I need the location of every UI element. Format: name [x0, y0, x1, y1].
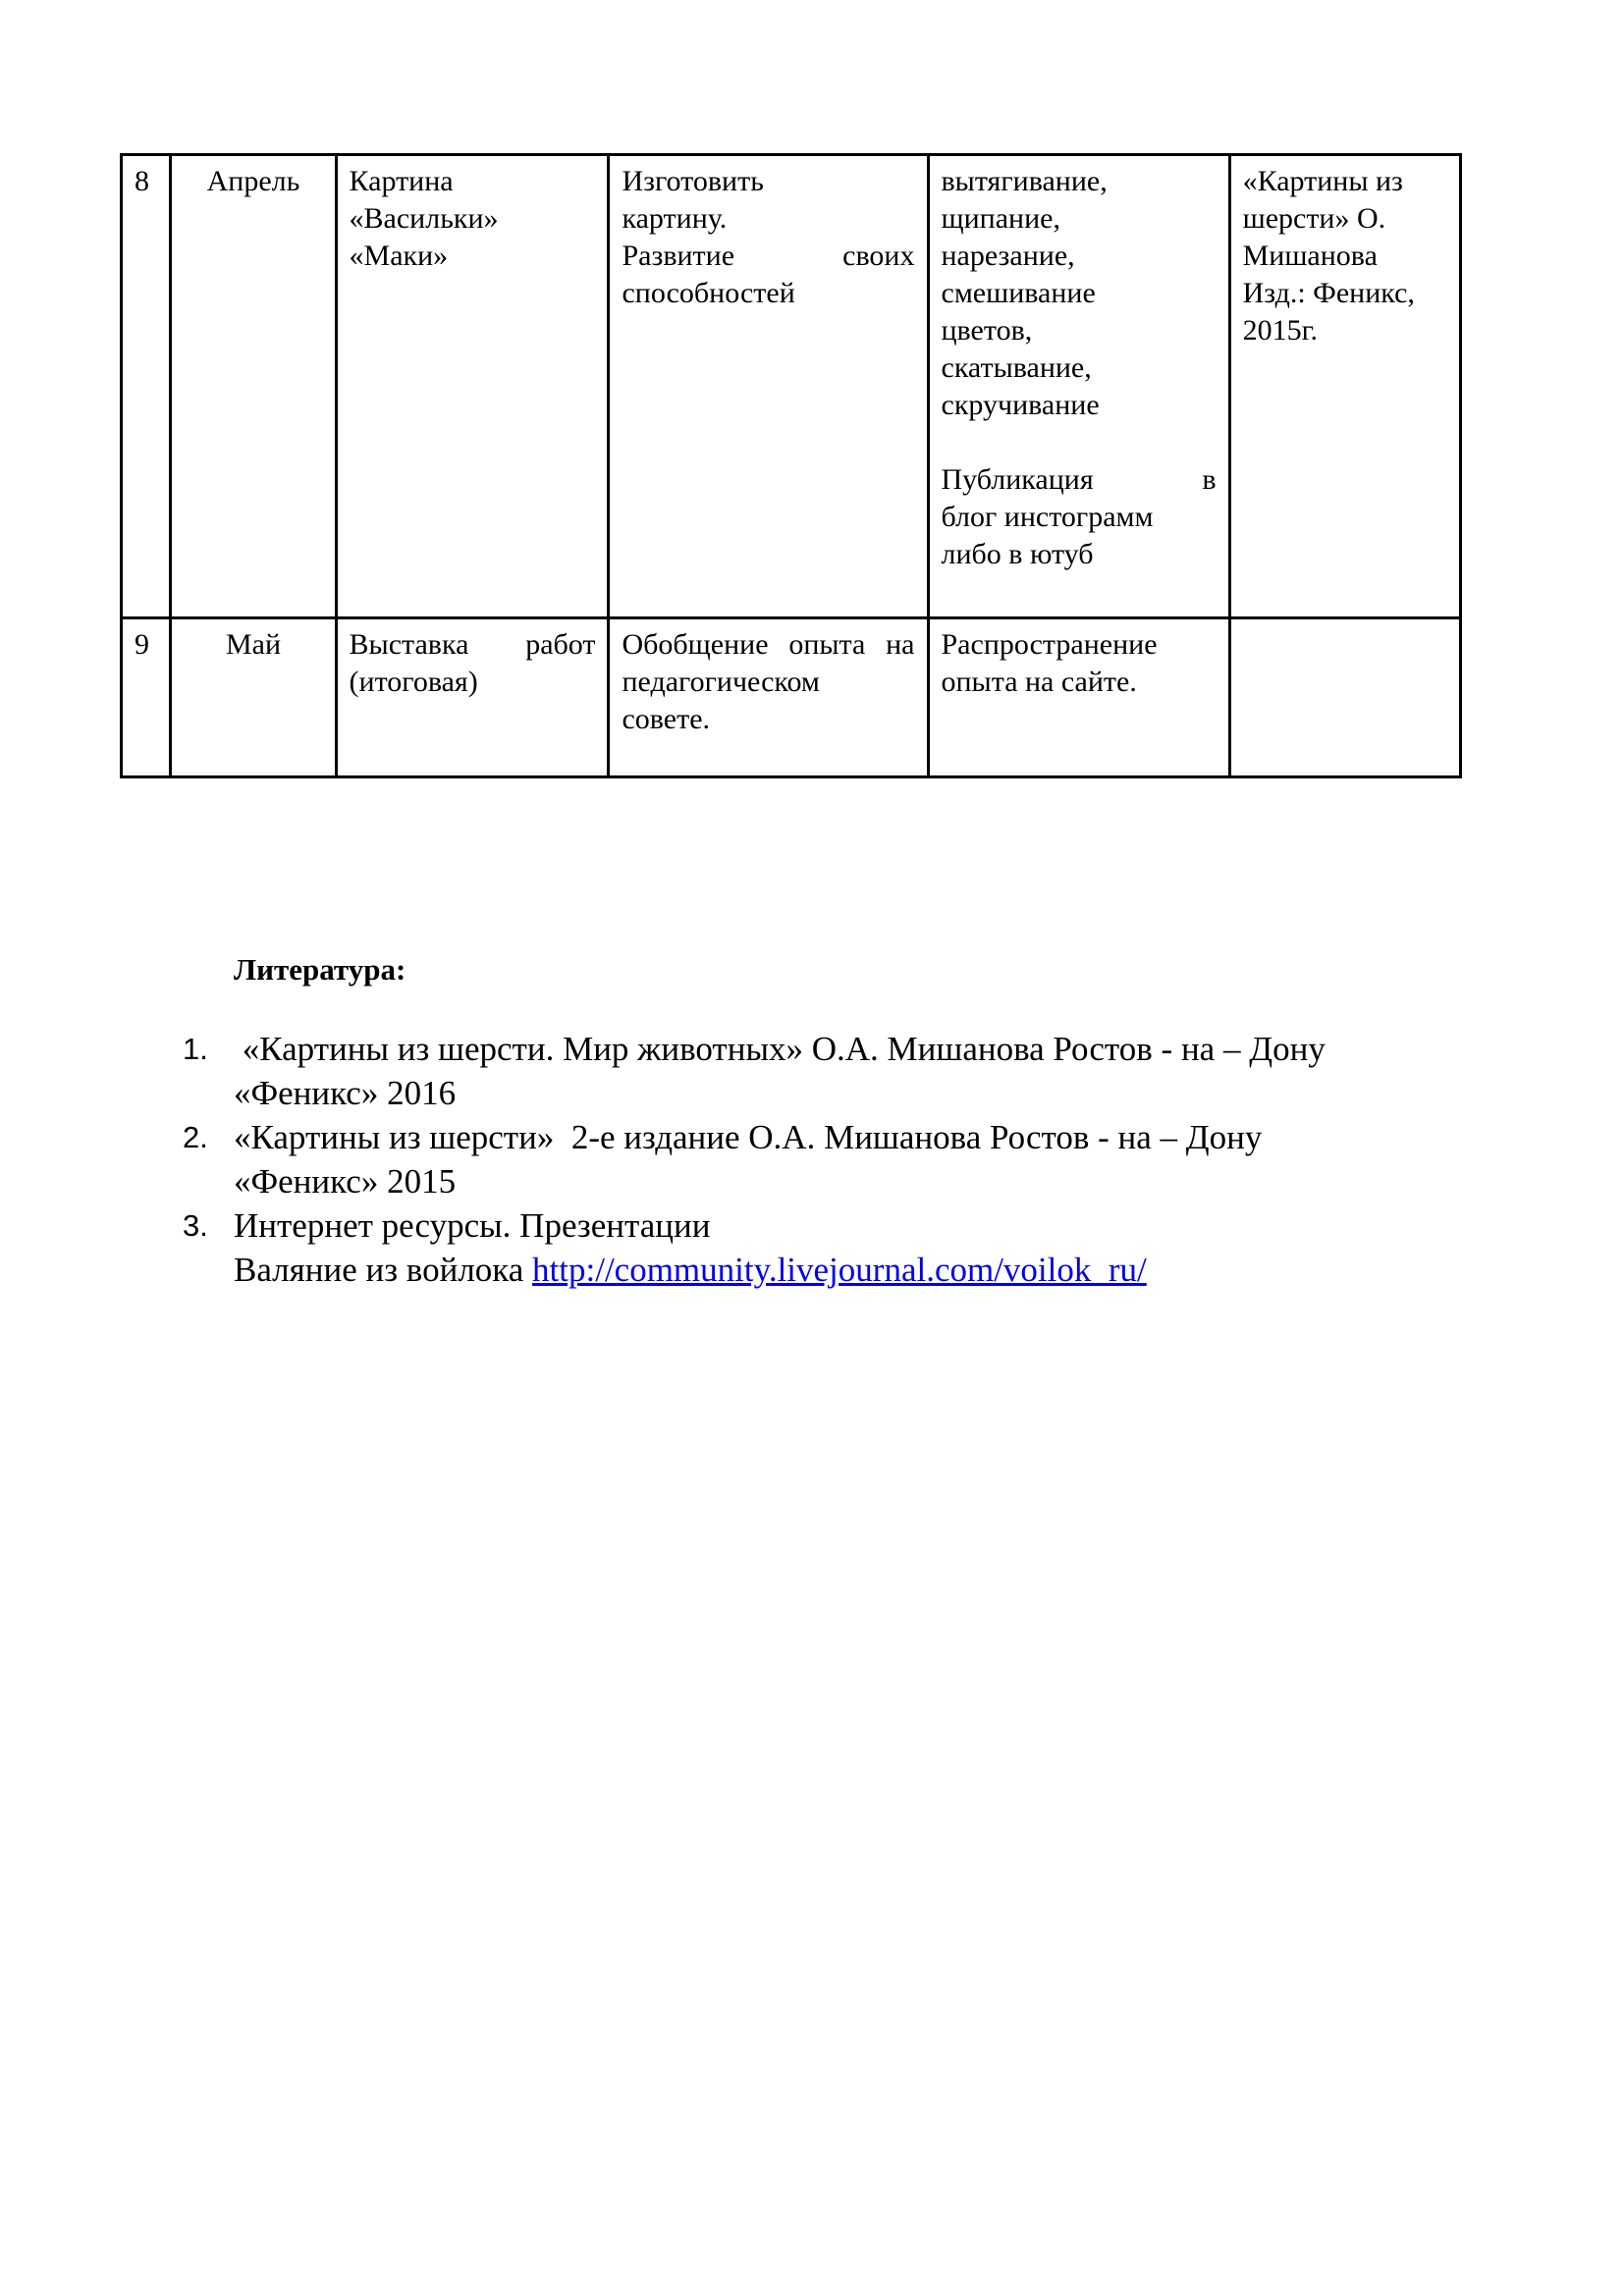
technique-line: скатывание,	[941, 351, 1092, 384]
list-line: Интернет ресурсы. Презентации	[234, 1206, 711, 1245]
literature-list	[183, 1027, 1479, 1292]
plan-table	[120, 153, 1462, 778]
technique-line: вытягивание,	[941, 165, 1108, 197]
paragraph-gap	[942, 424, 1217, 461]
list-number: 3.	[183, 1208, 208, 1243]
technique-line: смешивание	[941, 277, 1096, 309]
goal-cell	[609, 155, 928, 618]
technique-line: щипание,	[941, 202, 1060, 235]
list-line: «Картины из шерсти» 2-е издание О.А. Мишанова Ростов - на – Дону	[234, 1118, 1263, 1156]
list-item	[183, 1115, 1479, 1203]
month-cell: Апрель	[171, 155, 336, 618]
goal-line: картину.	[622, 202, 728, 235]
table-row	[122, 618, 1461, 777]
goal-line: Изготовить	[622, 165, 764, 197]
technique-line: нарезание,	[941, 240, 1075, 272]
list-line: «Картины из шерсти. Мир животных» О.А. Мишанова Ростов - на – Дону	[234, 1030, 1326, 1068]
topic-cell	[336, 155, 609, 618]
technique-line: либо в ютуб	[941, 538, 1094, 570]
topic-line: Картина	[349, 165, 454, 197]
goal-cell: Обобщение опыта на педагогическом совете.	[609, 618, 928, 777]
link-prefix: Валяние из войлока	[234, 1251, 533, 1289]
resource-link[interactable]: http://community.livejournal.com/voilok_ru/	[532, 1251, 1147, 1289]
list-line	[234, 1248, 1479, 1292]
month-cell: Май	[171, 618, 336, 777]
row-number-cell: 9	[122, 618, 171, 777]
technique-cell	[928, 155, 1229, 618]
technique-line: скручивание	[941, 389, 1100, 421]
source-cell: «Картины из шерсти» О. Мишанова Изд.: Феникс, 2015г.	[1229, 155, 1460, 618]
row-number-cell: 8	[122, 155, 171, 618]
list-line: «Феникс» 2015	[234, 1162, 457, 1201]
topic-cell: Выставка работ (итоговая)	[336, 618, 609, 777]
technique-line: цветов,	[941, 314, 1033, 347]
technique-line: Публикация в	[941, 463, 1217, 496]
goal-line: Развитие своих	[622, 240, 915, 272]
technique-cell: Распространение опыта на сайте.	[928, 618, 1229, 777]
technique-line: блог инстограмм	[941, 501, 1154, 533]
list-number: 1.	[183, 1032, 208, 1066]
literature-heading: Литература:	[234, 952, 406, 987]
list-item	[183, 1027, 1479, 1115]
topic-line: «Маки»	[349, 240, 449, 272]
list-number: 2.	[183, 1120, 208, 1154]
goal-line: способностей	[622, 277, 795, 309]
topic-line: «Васильки»	[349, 202, 499, 235]
source-cell	[1229, 618, 1460, 777]
table-row	[122, 155, 1461, 618]
list-item	[183, 1203, 1479, 1292]
list-line: «Феникс» 2016	[234, 1074, 457, 1112]
